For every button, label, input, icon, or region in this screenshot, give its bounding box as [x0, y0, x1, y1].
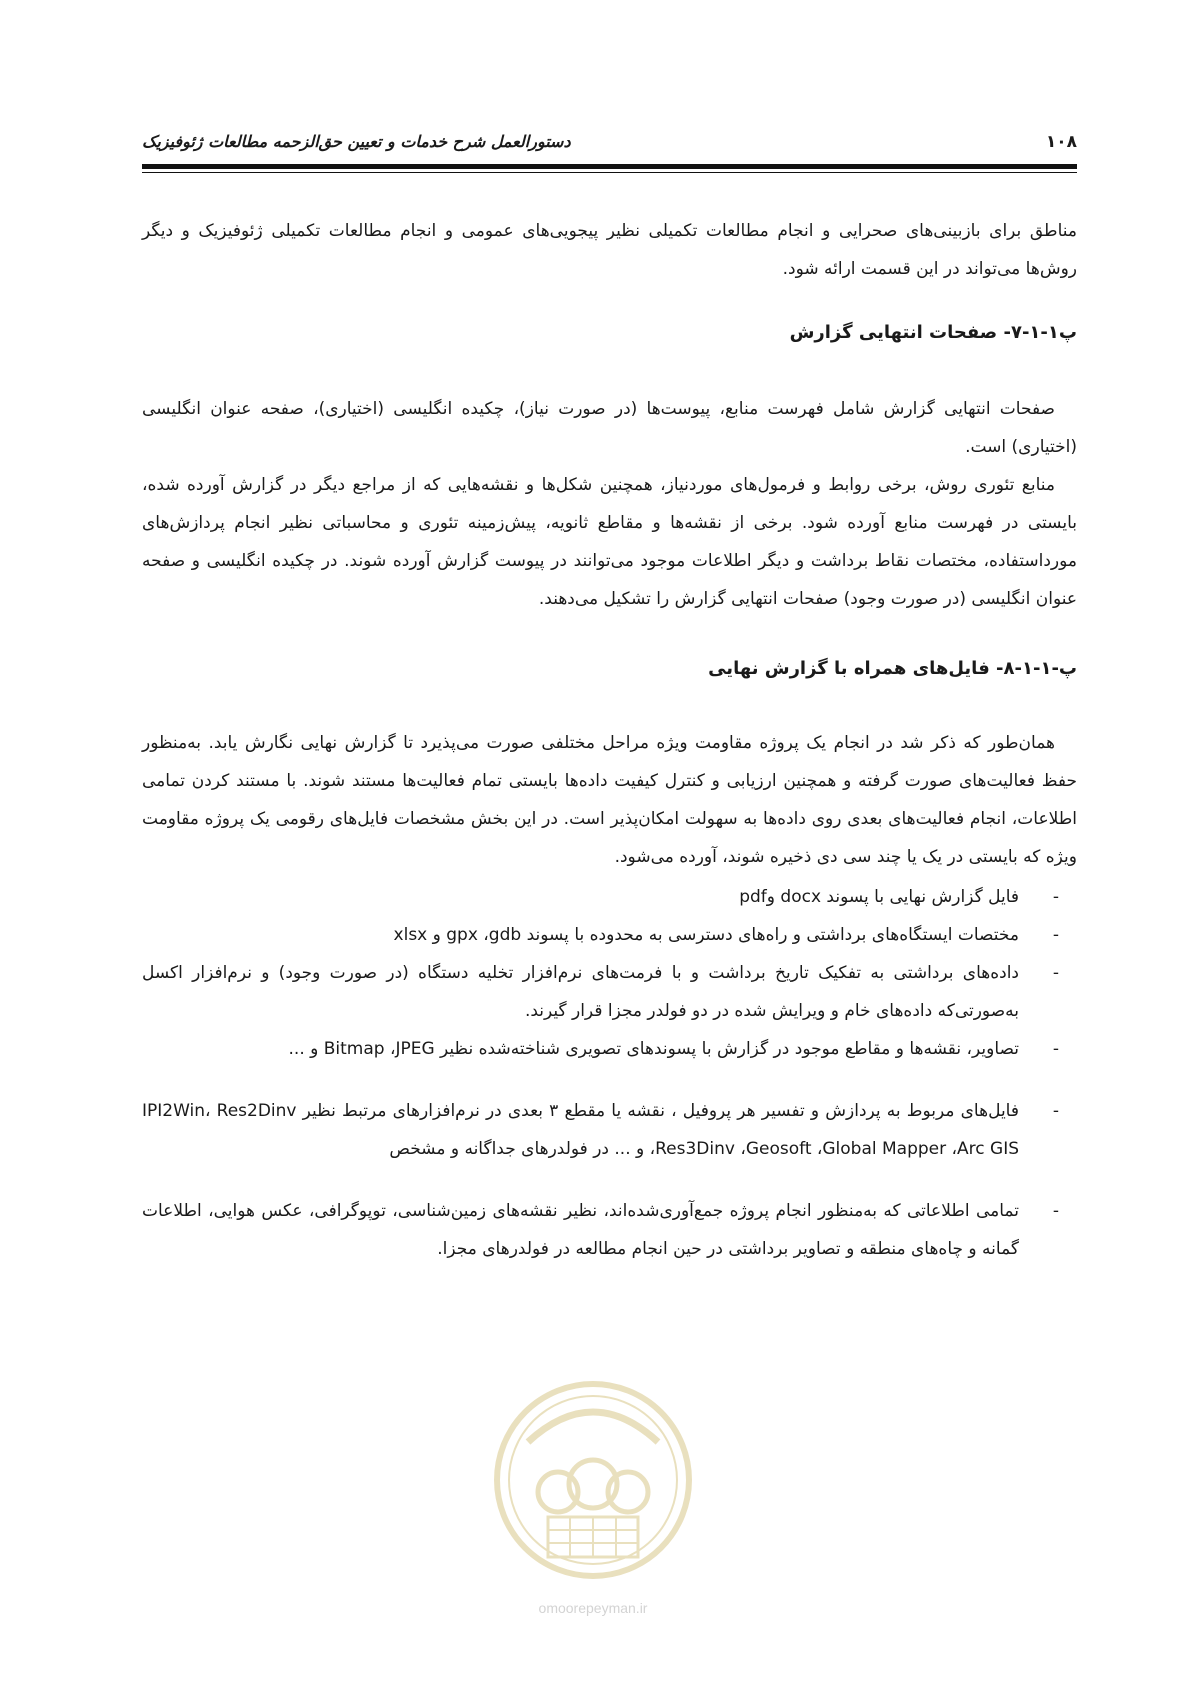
running-title: دستورالعمل شرح خدمات و تعیین حق‌الزحمه مطالعات ژئوفیزیک: [142, 132, 571, 151]
attached-files-list: [142, 878, 1077, 1268]
list-item-text: تمامی اطلاعاتی که به‌منظور انجام پروژه جمع‌آوری‌شده‌اند، نظیر نقشه‌های زمین‌شناسی، توپوگرافی، عکس هوایی، اطلاعات گمانه و چاه‌های منطقه و تصاویر برداشتی در حین انجام مطالعه در فولدرهای مجزا.: [142, 1201, 1019, 1259]
list-item-text: تصاویر، نقشه‌ها و مقاطع موجود در گزارش با پسوندهای تصویری شناخته‌شده نظیر Bitmap ،JPEG و ...: [288, 1039, 1019, 1059]
list-dash: -: [1052, 1101, 1059, 1121]
list-dash: -: [1052, 963, 1059, 983]
list-item: [142, 916, 1077, 954]
list-item-text: مختصات ایستگاه‌های برداشتی و راه‌های دسترسی به محدوده با پسوند gpx ،gdb و xlsx: [393, 925, 1019, 945]
list-item: [142, 1192, 1077, 1268]
page-number: ۱۰۸: [1045, 132, 1077, 152]
list-dash: -: [1052, 887, 1059, 907]
list-dash: -: [1052, 1201, 1059, 1221]
list-item: [142, 878, 1077, 916]
sources-paragraph: منابع تئوری روش، برخی روابط و فرمول‌های موردنیاز، همچنین شکل‌ها و نقشه‌هایی که از مراجع دیگر در گزارش آورده شده، بایستی در فهرست منابع آورده شود. برخی از نقشه‌ها و مقاطع ثانویه، پیش‌زمینه تئوری و محاسباتی نظیر انجام پردازش‌های مورداستفاده، مختصات نقاط برداشت و دیگر اطلاعات موجود می‌توانند در پیوست گزارش آورده شوند. در چکیده انگلیسی و صفحه عنوان انگلیسی (در صورت وجود) صفحات انتهایی گزارش را تشکیل می‌دهند.: [142, 475, 1077, 609]
intro-paragraph: مناطق برای بازبینی‌های صحرایی و انجام مطالعات تکمیلی نظیر پیجویی‌های عمومی و انجام مطالعات تکمیلی ژئوفیزیک و دیگر روش‌ها می‌تواند در این قسمت ارائه شود.: [142, 221, 1077, 279]
page-header: [142, 126, 1077, 166]
list-dash: -: [1052, 1039, 1059, 1059]
watermark-url: omoorepeyman.ir: [538, 1600, 648, 1616]
list-item-text: فایل‌های مربوط به پردازش و تفسیر هر پروفیل ، نقشه یا مقطع ۳ بعدی در نرم‌افزارهای مرتبط نظیر IPI2Win، Res2Dinv ،Res3Dinv ،Geosoft ،Global Mapper ،Arc GIS و ... در فولدرهای جداگانه و مشخص: [142, 1101, 1019, 1159]
header-rule-thin: [142, 172, 1077, 173]
watermark-logo-icon: [488, 1372, 698, 1592]
files-intro-paragraph: همان‌طور که ذکر شد در انجام یک پروژه مقاومت ویژه مراحل مختلفی صورت می‌پذیرد تا گزارش نهایی نگارش یابد. به‌منظور حفظ فعالیت‌های صورت گرفته و همچنین ارزیابی و کنترل کیفیت داده‌ها بایستی تمام فعالیت‌ها مستند شوند. با مستند کردن تمامی اطلاعات، انجام فعالیت‌های بعدی روی داده‌ها به سهولت امکان‌پذیر است. در این بخش مشخصات فایل‌های رقومی یک پروژه مقاومت ویژه که بایستی در یک یا چند سی دی ذخیره شوند، آورده می‌شود.: [142, 733, 1077, 867]
list-item: [142, 954, 1077, 1030]
list-dash: -: [1052, 925, 1059, 945]
section-heading-attached-files: پ-۱-۱-۸- فایل‌های همراه با گزارش نهایی: [708, 658, 1077, 679]
list-item: [142, 1092, 1077, 1168]
list-item-text: داده‌های برداشتی به تفکیک تاریخ برداشت و با فرمت‌های نرم‌افزار تخلیه دستگاه (در صورت وجود) و نرم‌افزار اکسل به‌صورتی‌که داده‌های خام و ویرایش شده در دو فولدر مجزا قرار گیرند.: [142, 963, 1019, 1021]
end-pages-paragraph: صفحات انتهایی گزارش شامل فهرست منابع، پیوست‌ها (در صورت نیاز)، چکیده انگلیسی (اختیاری)، صفحه عنوان انگلیسی (اختیاری) است.: [142, 399, 1077, 457]
section-heading-end-pages: پ۱-۱-۷- صفحات انتهایی گزارش: [789, 322, 1077, 343]
watermark: [488, 1372, 698, 1622]
list-item-text: فایل گزارش نهایی با پسوند docx وpdf: [739, 887, 1019, 907]
header-rule-thick: [142, 164, 1077, 169]
list-item: [142, 1030, 1077, 1068]
